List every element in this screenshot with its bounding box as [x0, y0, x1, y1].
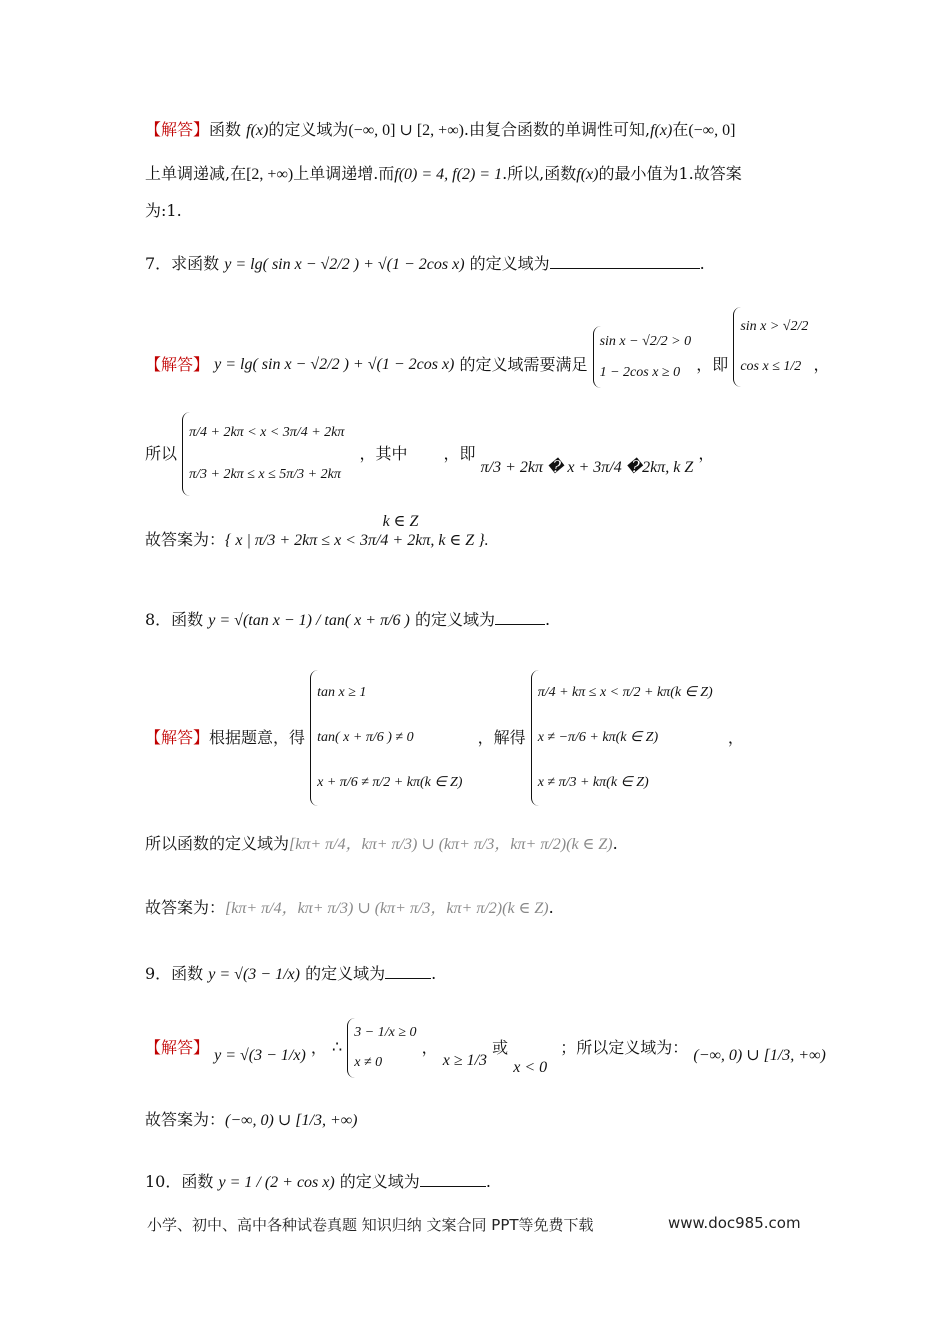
question-9: 9．函数 y = √(3 − 1/x) 的定义域为 .: [145, 964, 437, 983]
solution-6-line-1: 【解答】函数 f(x)的定义域为(−∞, 0] ∪ [2, +∞).由复合函数的单调性可知,f(x)在(−∞, 0]: [145, 120, 736, 139]
math-sol7-expr: y = lg( sin x − √2/2 ) + √(1 − 2cos x): [214, 356, 455, 373]
solution-7-line-1: 【解答】 y = lg( sin x − √2/2 ) + √(1 − 2cos x) 的定义域需要满足 sin x − √2/2 > 0 1 − 2cos x ≥ 0 ，即 sin x > √2/2 cos x ≤ 1/2 ，: [145, 306, 830, 388]
math-ans7: { x | π/3 + 2kπ ≤ x < 3π/4 + 2kπ, k ∈ Z }.: [225, 532, 489, 549]
math-ans9: (−∞, 0) ∪ [1/3, +∞): [225, 1112, 358, 1129]
math-domain: (−∞, 0] ∪ [2, +∞): [348, 122, 464, 139]
question-8: 8．函数 y = √(tan x − 1) / tan( x + π/6 ) 的定义域为 .: [145, 610, 551, 629]
math-fx: f(x): [246, 122, 269, 139]
math-q9-expr: y = √(3 − 1/x): [208, 966, 300, 983]
system-sol7-2: sin x > √2/2 cos x ≤ 1/2: [733, 307, 808, 387]
answer-blank: [385, 964, 431, 979]
math-sol9-domain: (−∞, 0) ∪ [1/3, +∞): [693, 1047, 826, 1064]
system-sol8-1: tan x ≥ 1 tan( x + π/6 ) ≠ 0 x + π/6 ≠ π/2 + kπ(k ∈ Z): [310, 670, 462, 806]
answer-7: 故答案为：{ x | π/3 + 2kπ ≤ x < 3π/4 + 2kπ, k ∈ Z }.: [145, 530, 489, 549]
solution-8-line-1: 【解答】根据题意，得 tan x ≥ 1 tan( x + π/6 ) ≠ 0 x + π/6 ≠ π/2 + kπ(k ∈ Z) ，解得 π/4 + kπ ≤ x < π/2 + kπ(k ∈ Z) x ≠ −π/6 + kπ(k ∈ Z) x ≠ π/3 + kπ(k ∈ Z) ，: [145, 670, 744, 806]
answer-blank: [495, 610, 545, 625]
footer-text: 小学、初中、高中各种试卷真题 知识归纳 文案合同 PPT等免费下载: [147, 1216, 594, 1234]
math-sol7-result: π/3 + 2kπ � x + 3π/4 �2kπ, k Z: [480, 459, 694, 476]
math-q8-expr: y = √(tan x − 1) / tan( x + π/6 ): [208, 612, 410, 629]
footer-url[interactable]: www.doc985.com: [668, 1214, 801, 1232]
answer-blank: [420, 1172, 486, 1187]
math-q10-expr: y = 1 / (2 + cos x): [218, 1174, 335, 1191]
system-sol7-3: π/4 + 2kπ < x < 3π/4 + 2kπ π/3 + 2kπ ≤ x ≤ 5π/3 + 2kπ: [182, 412, 344, 496]
math-sol9-expr: y = √(3 − 1/x): [214, 1047, 306, 1064]
solution-9-line-1: 【解答】 y = √(3 − 1/x) ， ∴ 3 − 1/x ≥ 0 x ≠ 0 ， x ≥ 1/3 或 x < 0 ；所以定义域为： (−∞, 0) ∪ [1/3, +∞): [145, 1018, 826, 1078]
question-7: 7．求函数 y = lg( sin x − √2/2 ) + √(1 − 2cos x) 的定义域为 .: [145, 254, 705, 273]
question-10: 10．函数 y = 1 / (2 + cos x) 的定义域为 .: [145, 1172, 491, 1191]
math-sol8-domain: [kπ+ π/4，kπ+ π/3) ∪ (kπ+ π/3，kπ+ π/2)(k ∈ Z): [289, 836, 613, 853]
system-sol7-1: sin x − √2/2 > 0 1 − 2cos x ≥ 0: [593, 326, 692, 388]
solution-6-line-3: 为:1.: [145, 201, 182, 220]
answer-9: 故答案为：(−∞, 0) ∪ [1/3, +∞): [145, 1110, 358, 1129]
answer-tag: 【解答】: [145, 120, 210, 139]
math-q7-expr: y = lg( sin x − √2/2 ) + √(1 − 2cos x): [224, 256, 465, 273]
solution-7-line-2: 所以 π/4 + 2kπ < x < 3π/4 + 2kπ π/3 + 2kπ ≤ x ≤ 5π/3 + 2kπ ，其中 k ∈ Z ，即 π/3 + 2kπ � x + 3π/4 �2kπ, k Z ，: [145, 412, 714, 496]
answer-8: 故答案为：[kπ+ π/4，kπ+ π/3) ∪ (kπ+ π/3，kπ+ π/2)(k ∈ Z).: [145, 898, 554, 917]
solution-6-line-2: 上单调递减,在[2, +∞)上单调递增.而f(0) = 4, f(2) = 1.所以,函数f(x)的最小值为1.故答案: [145, 164, 742, 183]
system-sol8-2: π/4 + kπ ≤ x < π/2 + kπ(k ∈ Z) x ≠ −π/6 + kπ(k ∈ Z) x ≠ π/3 + kπ(k ∈ Z): [531, 670, 713, 806]
solution-8-line-2: 所以函数的定义域为[kπ+ π/4，kπ+ π/3) ∪ (kπ+ π/3，kπ+ π/2)(k ∈ Z).: [145, 834, 618, 853]
system-sol9: 3 − 1/x ≥ 0 x ≠ 0: [347, 1018, 416, 1078]
math-ans8: [kπ+ π/4，kπ+ π/3) ∪ (kπ+ π/3，kπ+ π/2)(k ∈ Z): [225, 900, 549, 917]
answer-blank: [550, 254, 700, 269]
